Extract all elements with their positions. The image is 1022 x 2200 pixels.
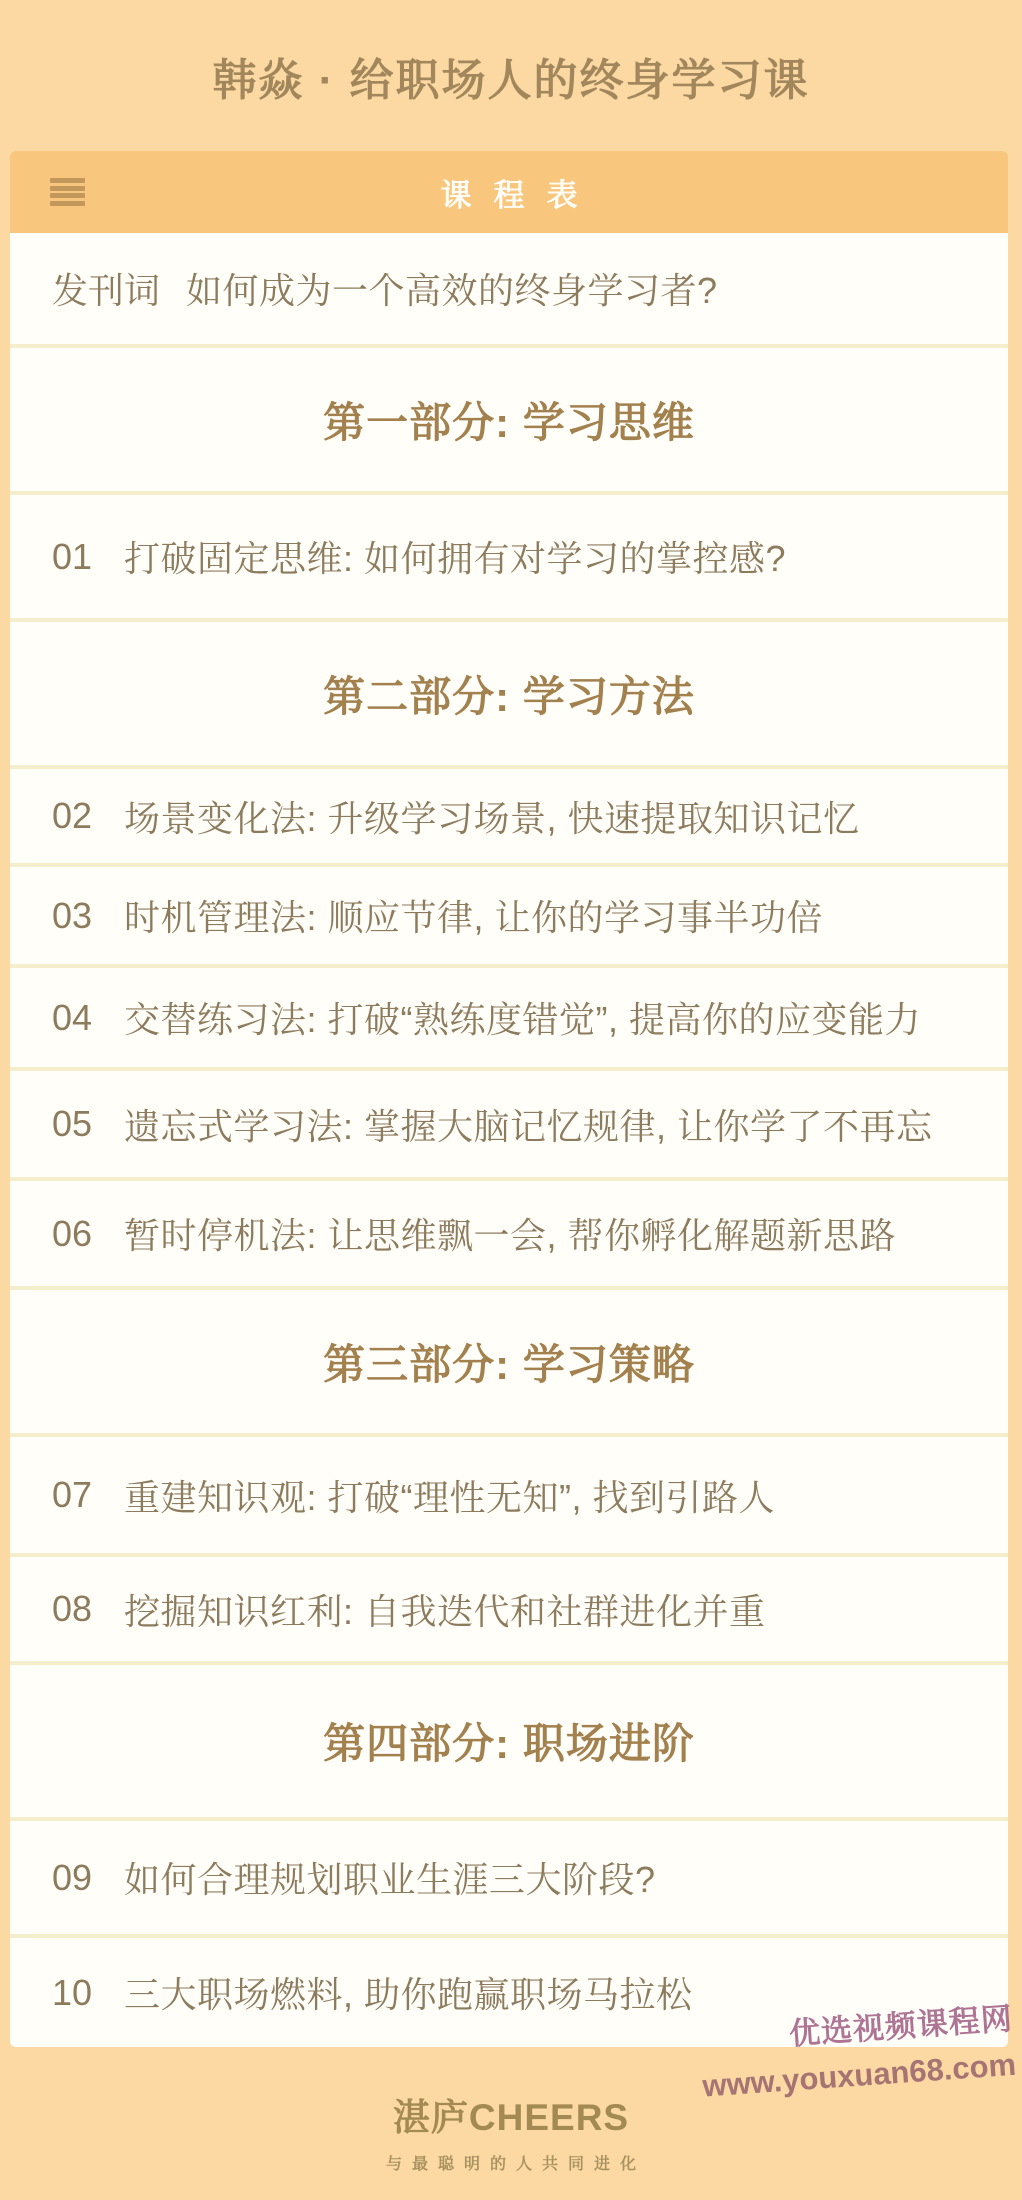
lesson-number: 08	[52, 1588, 93, 1629]
brand-footer	[0, 2087, 1022, 2174]
page-title: 韩焱 · 给职场人的终身学习课	[212, 55, 810, 105]
lesson-row-05[interactable]	[10, 1067, 1008, 1177]
lesson-row-09[interactable]	[10, 1817, 1008, 1934]
lesson-number: 01	[52, 535, 93, 577]
section-title: 第三部分: 学习策略	[323, 1340, 695, 1388]
lesson-title: 遗忘式学习法: 掌握大脑记忆规律, 让你学了不再忘	[124, 1105, 933, 1147]
lesson-number: 02	[52, 795, 93, 836]
lesson-row-07[interactable]	[10, 1433, 1008, 1553]
lesson-title: 时机管理法: 顺应节律, 让你的学习事半功倍	[124, 897, 824, 938]
lesson-number: 03	[52, 894, 93, 936]
lesson-title: 如何合理规划职业生涯三大阶段?	[124, 1859, 656, 1900]
section-title: 第二部分: 学习方法	[323, 672, 695, 720]
watermark-site-name: 优选视频课程网	[787, 2000, 1014, 2052]
course-table-card	[10, 151, 1008, 2047]
lesson-row-04[interactable]	[10, 964, 1008, 1067]
lesson-title: 打破固定思维: 如何拥有对学习的掌控感?	[124, 538, 787, 579]
section-header-3	[10, 1286, 1008, 1433]
lesson-title: 暂时停机法: 让思维飘一会, 帮你孵化解题新思路	[124, 1215, 897, 1256]
lesson-row-03[interactable]	[10, 863, 1008, 964]
intro-row[interactable]	[10, 233, 1008, 344]
brand-tagline: 与最聪明的人共同进化	[385, 2156, 646, 2173]
section-title: 第四部分: 职场进阶	[323, 1720, 695, 1767]
course-table-header	[10, 151, 1008, 233]
section-header-2	[10, 618, 1008, 765]
lesson-number: 06	[52, 1212, 93, 1254]
section-title: 第一部分: 学习思维	[323, 398, 695, 446]
lesson-number: 05	[52, 1103, 93, 1144]
lesson-number: 10	[52, 1971, 93, 2013]
lesson-number: 07	[52, 1474, 93, 1515]
lesson-title: 交替练习法: 打破“熟练度错觉”, 提高你的应变能力	[124, 999, 921, 1040]
lesson-row-06[interactable]	[10, 1177, 1008, 1286]
lesson-title: 挖掘知识红利: 自我迭代和社群进化并重	[124, 1590, 766, 1632]
section-header-1	[10, 344, 1008, 491]
intro-title: 如何成为一个高效的终身学习者?	[186, 270, 718, 311]
lesson-title: 重建知识观: 打破“理性无知”, 找到引路人	[124, 1476, 775, 1518]
section-header-4	[10, 1661, 1008, 1817]
lesson-row-08[interactable]	[10, 1553, 1008, 1661]
hamburger-menu-icon[interactable]	[50, 178, 85, 206]
lesson-title: 场景变化法: 升级学习场景, 快速提取知识记忆	[124, 797, 860, 839]
lesson-row-10[interactable]	[10, 1934, 1008, 2047]
brand-logo: 湛庐CHEERS	[392, 2097, 630, 2138]
watermark-site-url: www.youxuan68.com	[701, 2046, 1017, 2104]
lesson-title: 三大职场燃料, 助你跑赢职场马拉松	[124, 1974, 693, 2015]
lesson-row-02[interactable]	[10, 765, 1008, 863]
intro-label: 发刊词	[52, 270, 161, 311]
lesson-row-01[interactable]	[10, 491, 1008, 618]
lesson-number: 04	[52, 996, 93, 1038]
lesson-number: 09	[52, 1856, 93, 1898]
course-table-title: 课程表	[440, 177, 600, 213]
